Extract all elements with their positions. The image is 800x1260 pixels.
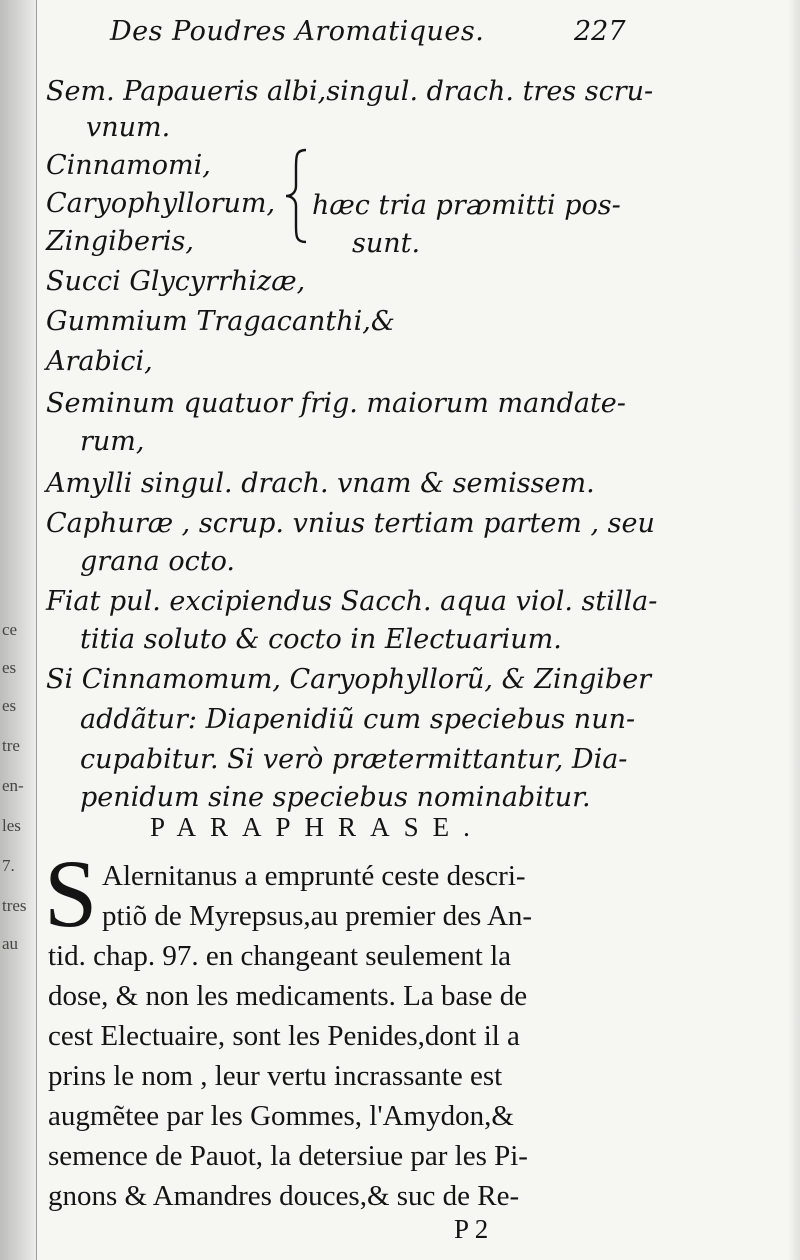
gutter-fragment: les xyxy=(2,816,21,835)
section-heading: PARAPHRASE. xyxy=(150,812,484,842)
recipe-line: Arabici, xyxy=(46,346,153,377)
gutter-fragment: tres xyxy=(2,896,27,915)
recipe-line: Cinnamomi, xyxy=(46,150,211,181)
recipe-line: Caryophyllorum, xyxy=(46,188,276,219)
brace-note: sunt. xyxy=(352,228,421,259)
paragraph-line: cest Electuaire, sont les Penides,dont il a xyxy=(48,1020,520,1052)
recipe-line: Gummium Tragacanthi,& xyxy=(46,306,395,337)
gutter-fragment: ce xyxy=(2,620,18,639)
drop-cap: S xyxy=(44,840,98,947)
gutter-fragment: 7. xyxy=(2,856,15,875)
brace-note: hæc tria prᴂmitti pos- xyxy=(312,190,621,221)
recipe-line: grana octo. xyxy=(80,546,235,577)
recipe-line: vnum. xyxy=(86,112,171,143)
paragraph-line: augmẽtee par les Gommes, l'Amydon,& xyxy=(48,1100,514,1132)
binding-gutter xyxy=(0,0,37,1260)
recipe-line: titia soluto & cocto in Electuarium. xyxy=(80,624,562,655)
paragraph-line: gnons & Amandres douces,& suc de Re- xyxy=(48,1180,520,1212)
gutter-fragment: en- xyxy=(2,776,24,795)
recipe-line: Fiat pul. excipiendus Sacch. aqua viol. stilla- xyxy=(46,586,658,617)
paragraph-line: semence de Pauot, la detersiue par les Pi- xyxy=(48,1140,528,1172)
running-title: Des Poudres Aromatiques. xyxy=(110,16,485,47)
gutter-fragment: es xyxy=(2,696,17,715)
paragraph-line: ptiõ de Myrepsus,au premier des An- xyxy=(102,900,533,932)
recipe-line: Si Cinnamomum, Caryophyllorũ, & Zingiber xyxy=(46,664,652,695)
recipe-line: penidum sine speciebus nominabitur. xyxy=(80,782,591,813)
paragraph-line: dose, & non les medicaments. La base de xyxy=(48,980,528,1012)
recipe-line: cupabitur. Si verò prætermittantur, Dia- xyxy=(80,744,628,775)
gutter-fragment: au xyxy=(2,934,19,953)
recipe-line: rum, xyxy=(80,426,145,457)
paragraph-line: tid. chap. 97. en changeant seulement la xyxy=(48,940,512,972)
recipe-line: addãtur: Diapenidiũ cum speciebus nun- xyxy=(80,704,636,735)
curly-brace-icon xyxy=(282,146,312,246)
page-edge-shadow xyxy=(788,0,800,1260)
recipe-line: Caphuræ , scrup. vnius tertiam partem , seu xyxy=(46,508,655,539)
gutter-fragment: es xyxy=(2,658,17,677)
recipe-line: Seminum quatuor frig. maiorum mandate- xyxy=(46,388,626,419)
recipe-line: Succi Glycyrrhizæ, xyxy=(46,266,306,297)
recipe-line: Sem. Papaueris albi,singul. drach. tres scru- xyxy=(46,76,654,107)
gutter-fragment: tre xyxy=(2,736,20,755)
paragraph-line: Alernitanus a emprunté ceste descri- xyxy=(102,860,526,892)
page-number: 227 xyxy=(574,16,626,47)
signature-mark: P 2 xyxy=(454,1214,489,1244)
recipe-line: Zingiberis, xyxy=(46,226,194,257)
paragraph-line: prins le nom , leur vertu incrassante est xyxy=(48,1060,503,1092)
recipe-line: Amylli singul. drach. vnam & semissem. xyxy=(46,468,595,499)
